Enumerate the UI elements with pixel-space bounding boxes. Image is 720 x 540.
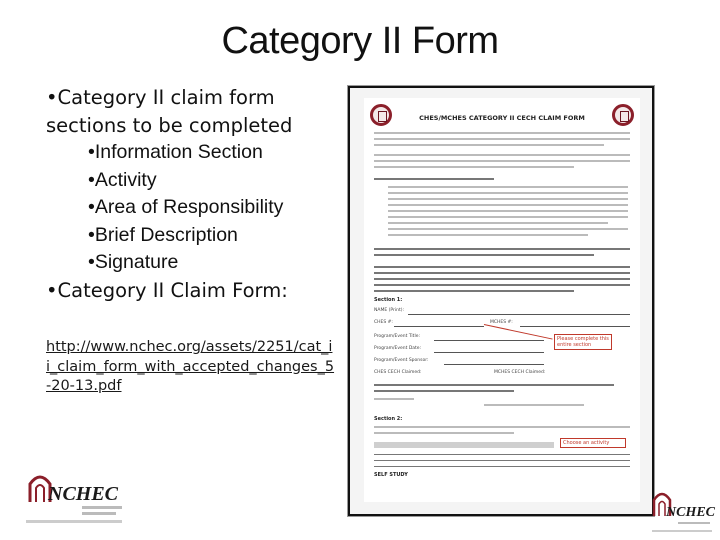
form-field-mches-cech: MCHES CECH Claimed: xyxy=(494,370,546,375)
form-field-ches-cech: CHES CECH Claimed: xyxy=(374,370,422,375)
form-field-title: Program/Event Title: xyxy=(374,334,420,339)
form-document xyxy=(364,98,640,502)
form-field-mches: MCHES #: xyxy=(490,320,513,325)
form-field-ches: CHES #: xyxy=(374,320,393,325)
callout-complete-section: Please complete this entire section xyxy=(554,334,612,350)
sub-item-brief-description: •Brief Description xyxy=(88,223,238,246)
form-heading: CHES/MCHES CATEGORY II CECH CLAIM FORM xyxy=(419,114,585,122)
sub-item-area-of-responsibility: •Area of Responsibility xyxy=(88,196,284,218)
bullet-intro: •Category II claim form sections to be completed xyxy=(46,86,293,137)
nchec-logo-left xyxy=(22,462,132,528)
slide-title: Category II Form xyxy=(221,20,499,62)
form-field-self-study: SELF STUDY xyxy=(374,472,408,478)
form-field-name: NAME (Print): xyxy=(374,308,404,313)
form-field-sponsor: Program/Event Sponsor: xyxy=(374,358,429,363)
form-section-2-label: Section 2: xyxy=(374,416,403,422)
form-seal-right-icon xyxy=(612,104,634,126)
form-seal-left-icon xyxy=(370,104,392,126)
claim-form-image xyxy=(348,86,654,516)
bullet-claim-form: •Category II Claim Form: xyxy=(46,278,288,302)
claim-form-link[interactable]: http://www.nchec.org/assets/2251/cat_ii_claim_form_with_accepted_changes_5-20-13.pdf xyxy=(46,339,335,394)
form-section-1-label: Section 1: xyxy=(374,297,403,303)
nchec-logo-right xyxy=(648,482,716,538)
sub-item-information: •Information Section xyxy=(88,141,263,163)
bullet-list xyxy=(46,84,346,304)
form-field-date: Program/Event Date: xyxy=(374,346,422,351)
nchec-logo-right-text: NCHEC xyxy=(666,505,716,520)
callout-choose-activity: Choose an activity xyxy=(560,438,626,448)
sub-item-signature: •Signature xyxy=(88,251,179,273)
nchec-logo-left-text: NCHEC xyxy=(48,483,119,505)
sub-item-activity: •Activity xyxy=(88,168,157,191)
